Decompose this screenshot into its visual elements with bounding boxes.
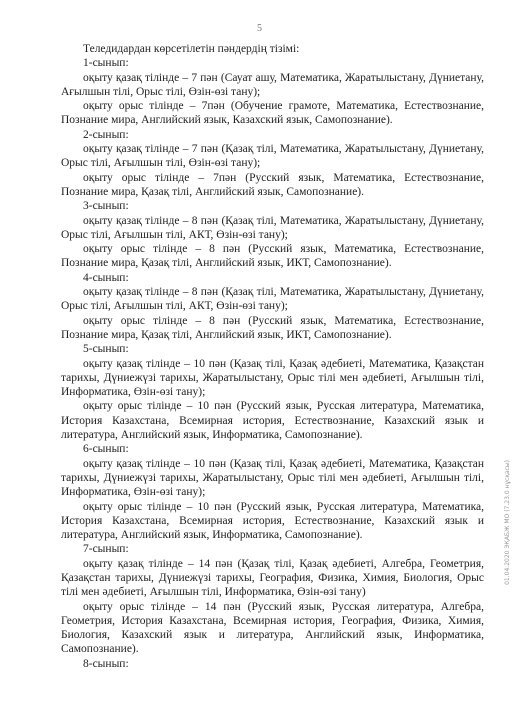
side-stamp: 01.04.2020 ЭҚАБЖ МО (7.23.0 нұсқасы) <box>504 460 511 585</box>
grade-label: 1-сынып: <box>83 57 129 70</box>
grade-label: 3-сынып: <box>83 200 129 213</box>
list-item: оқыту орыс тілінде – 8 пән (Русский язык, Математика, Естествознание, Познание мира, Қазақ тілі, Английский язык, ИКТ, Самопознание). <box>61 314 484 341</box>
list-item: оқыту қазақ тілінде – 8 пән (Қазақ тілі, Математика, Жаратылыстану, Дүниетану, Орыс тілі, Ағылшын тілі, АКТ, Өзін-өзі тану); <box>61 214 484 241</box>
list-item: оқыту қазақ тілінде – 7 пән (Сауат ашу, Математика, Жаратылыстану, Дүниетану, Ағылшын тілі, Орыс тілі, Өзін-өзі тану); <box>61 71 484 98</box>
grade-label: 5-сынып: <box>83 343 129 356</box>
grade-label: 8-сынып: <box>83 657 129 670</box>
list-item: оқыту қазақ тілінде – 8 пән (Қазақ тілі, Математика, Жаратылыстану, Дүниетану, Орыс тілі, Ағылшын тілі, АКТ, Өзін-өзі тану); <box>61 286 484 313</box>
page-number: 5 <box>257 23 262 34</box>
list-item: оқыту қазақ тілінде – 7 пән (Қазақ тілі, Математика, Жаратылыстану, Дүниетану, Орыс тілі, Ағылшын тілі, Өзін-өзі тану); <box>61 143 484 170</box>
list-item: оқыту орыс тілінде – 7пән (Обучение грамоте, Математика, Естествознание, Познание мира, Английский язык, Казахский язык, Самопознание). <box>61 100 484 127</box>
list-item: оқыту қазақ тілінде – 10 пән (Қазақ тілі, Қазақ әдебиеті, Математика, Қазақстан тарихы, Дүниежүзі тарихы, Жаратылыстану, Орыс тілі мен әдебиеті, Ағылшын тілі, Информатика, Өзін-өзі тану); <box>61 457 484 499</box>
list-item: оқыту орыс тілінде – 8 пән (Русский язык, Математика, Естествознание, Познание мира, Қазақ тілі, Английский язык, ИКТ, Самопознание). <box>61 243 484 270</box>
list-heading: Теледидардан көрсетілетін пәндердің тізімі: <box>83 43 300 55</box>
list-item: оқыту орыс тілінде – 10 пән (Русский язык, Русская литература, Математика, История Казахстана, Всемирная история, Естествознание, Казахский язык и литература, Английский язык, Информатика, Самопознание). <box>61 400 484 442</box>
grade-label: 2-сынып: <box>83 128 129 141</box>
grade-label: 6-сынып: <box>83 443 129 456</box>
grade-label: 4-сынып: <box>83 271 129 284</box>
list-item: оқыту орыс тілінде – 7пән (Русский язык, Математика, Естествознание, Познание мира, Қазақ тілі, Английский язык, Самопознание). <box>61 171 484 198</box>
list-item: оқыту қазақ тілінде – 10 пән (Қазақ тілі, Қазақ әдебиеті, Математика, Қазақстан тарихы, Дүниежүзі тарихы, Жаратылыстану, Орыс тілі мен әдебиеті, Ағылшын тілі, Информатика, Өзін-өзі тану); <box>61 357 484 399</box>
list-item: оқыту орыс тілінде – 10 пән (Русский язык, Русская литература, Математика, История Казахстана, Всемирная история, Естествознание, Казахский язык и литература, Английский язык, Информатика, Самопознание). <box>61 500 484 542</box>
grade-label: 7-сынып: <box>83 543 129 556</box>
list-item: оқыту орыс тілінде – 14 пән (Русский язык, Русская литература, Алгебра, Геометрия, История Казахстана, Всемирная история, География, Физика, Химия, Биология, Казахский язык и литература, Английский язык, Информатика, Самопознание). <box>61 600 484 656</box>
list-item: оқыту қазақ тілінде – 14 пән (Қазақ тілі, Қазақ әдебиеті, Алгебра, Геометрия, Қазақстан тарихы, Дүниежүзі тарихы, География, Физика, Химия, Биология, Орыс тілі мен әдебиеті, Ағылшын тілі, Информатика, Өзін-өзі тану) <box>61 557 484 599</box>
document-body <box>61 42 484 671</box>
